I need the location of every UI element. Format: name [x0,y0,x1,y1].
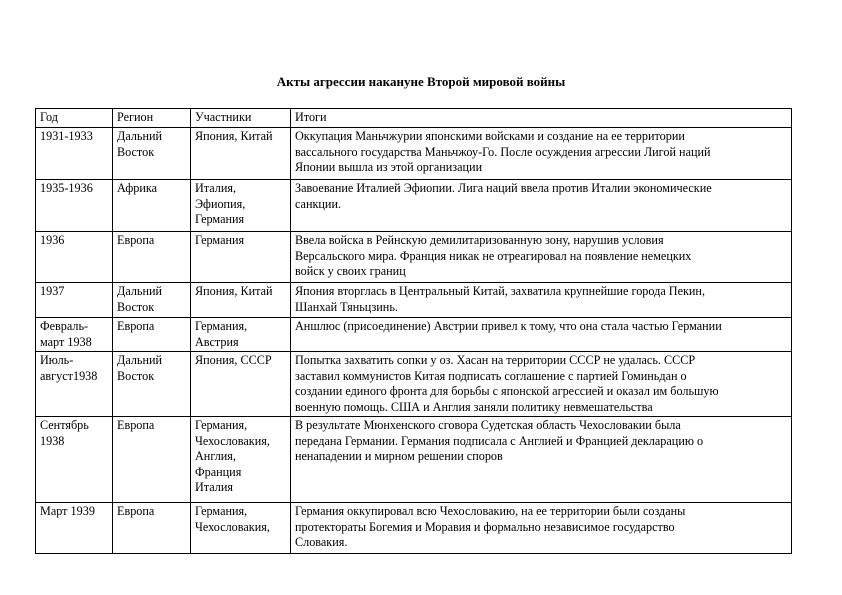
table-row [36,128,792,180]
table-header [36,109,792,128]
table-body [36,128,792,554]
table-row [36,318,792,352]
cell-year: 1936 [36,232,113,283]
cell-participants: Япония, Китай [191,128,291,180]
header-year: Год [36,109,113,128]
header-region: Регион [113,109,191,128]
cell-result: Германия оккупировал всю Чехословакию, на ее территории были созданы протектораты Богемия и Моравия и формально независимое государство Словакия. [291,503,792,554]
cell-region: Европа [113,232,191,283]
cell-result: Ввела войска в Рейнскую демилитаризованную зону, нарушив условия Версальского мира. Франция никак не отреагировал на появление немецких войск у своих границ [291,232,792,283]
page-title: Акты агрессии накануне Второй мировой войны [276,74,566,89]
cell-year: Февраль- март 1938 [36,318,113,352]
cell-region: Европа [113,503,191,554]
table-row [36,417,792,503]
cell-participants: Германия, Чехословакия, Англия, Франция Италия [191,417,291,503]
cell-year: Март 1939 [36,503,113,554]
cell-result: Завоевание Италией Эфиопии. Лига наций ввела против Италии экономические санкции. [291,180,792,232]
cell-participants: Германия, Чехословакия, [191,503,291,554]
cell-region: Европа [113,318,191,352]
header-participants: Участники [191,109,291,128]
cell-region: Дальний Восток [113,352,191,417]
cell-result: Попытка захватить сопки у оз. Хасан на территории СССР не удалась. СССР заставил коммунистов Китая подписать соглашение с партией Гоминьдан о создании единого фронта для борьбы с японской агрессией и оказал им большую военную помощь. США и Англия заняли политику невмешательства [291,352,792,417]
cell-participants: Япония, СССР [191,352,291,417]
cell-year: Сентябрь 1938 [36,417,113,503]
cell-year: 1937 [36,283,113,318]
cell-year: Июль- август1938 [36,352,113,417]
cell-result: В результате Мюнхенского сговора Судетская область Чехословакии была передана Германии. Германия подписала с Англией и Францией декларацию о ненападении и мирном решении споров [291,417,792,503]
table-row [36,232,792,283]
table-row [36,503,792,554]
cell-region: Дальний Восток [113,283,191,318]
cell-participants: Германия [191,232,291,283]
cell-region: Европа [113,417,191,503]
header-results: Итоги [291,109,792,128]
aggression-table [35,108,792,554]
cell-region: Африка [113,180,191,232]
cell-result: Аншлюс (присоединение) Австрии привел к тому, что она стала частью Германии [291,318,792,352]
cell-participants: Италия, Эфиопия, Германия [191,180,291,232]
table-row [36,352,792,417]
cell-year: 1931-1933 [36,128,113,180]
cell-year: 1935-1936 [36,180,113,232]
cell-result: Япония вторглась в Центральный Китай, захватила крупнейшие города Пекин, Шанхай Тяньцзинь. [291,283,792,318]
cell-result: Оккупация Маньчжурии японскими войсками и создание на ее территории вассального государства Маньчжоу-Го. После осуждения агрессии Лигой наций Японии вышла из этой организации [291,128,792,180]
header-row [36,109,792,128]
cell-participants: Япония, Китай [191,283,291,318]
cell-region: Дальний Восток [113,128,191,180]
cell-participants: Германия, Австрия [191,318,291,352]
table-row [36,283,792,318]
table-row [36,180,792,232]
